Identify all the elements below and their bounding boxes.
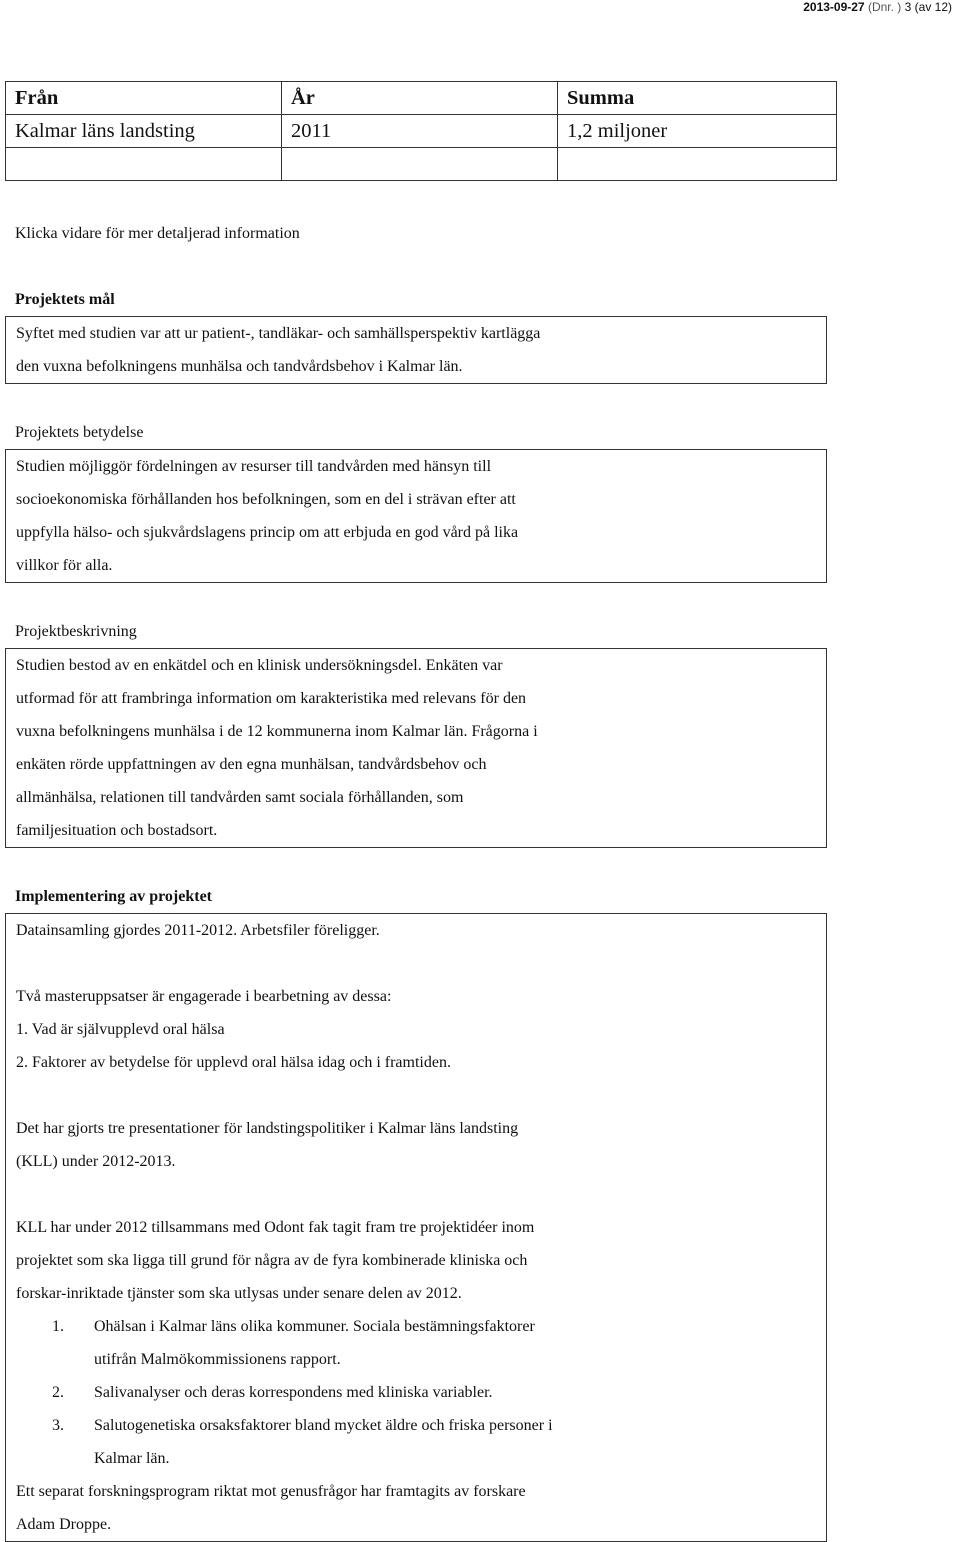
goal-text-line: Syftet med studien var att ur patient-, tandläkar- och samhällsperspektiv kartlägga: [16, 325, 541, 342]
description-text-line: allmänhälsa, relationen till tandvården samt sociala förhållanden, som: [16, 789, 464, 806]
list-item-text-line: Ohälsan i Kalmar läns olika kommuner. Sociala bestämningsfaktorer: [94, 1318, 535, 1335]
cell-year: [282, 148, 558, 181]
implementation-text-line: (KLL) under 2012-2013.: [16, 1153, 176, 1170]
goal-section: [5, 283, 827, 384]
description-heading: Projektbeskrivning: [15, 623, 137, 640]
cell-from: Kalmar läns landsting: [6, 115, 282, 148]
list-item-text-line: Kalmar län.: [94, 1450, 170, 1467]
cell-sum: 1,2 miljoner: [558, 115, 837, 148]
column-header-sum: Summa: [558, 82, 837, 115]
more-info-link[interactable]: Klicka vidare för mer detaljerad information: [15, 225, 300, 242]
goal-heading: Projektets mål: [15, 291, 115, 308]
table-row: [6, 115, 837, 148]
list-item: [52, 1409, 816, 1475]
significance-text-line: Studien möjliggör fördelningen av resurser till tandvården med hänsyn till: [16, 458, 492, 475]
list-item-number: 2.: [52, 1384, 64, 1401]
goal-text-line: den vuxna befolkningens munhälsa och tandvårdsbehov i Kalmar län.: [16, 358, 463, 375]
implementation-heading: Implementering av projektet: [15, 888, 212, 905]
implementation-text-line: Ett separat forskningsprogram riktat mot genusfrågor har framtagits av forskare: [16, 1483, 526, 1500]
column-header-from: Från: [6, 82, 282, 115]
implementation-text-line: Det har gjorts tre presentationer för landstingspolitiker i Kalmar läns landsting: [16, 1120, 519, 1137]
list-item: [52, 1376, 816, 1409]
significance-heading: Projektets betydelse: [15, 424, 144, 441]
implementation-box: [5, 913, 827, 1542]
significance-text-line: socioekonomiska förhållanden hos befolkningen, som en del i strävan efter att: [16, 491, 516, 508]
table-row: [6, 148, 837, 181]
page-header: [803, 0, 952, 14]
list-item-text-line: utifrån Malmökommissionens rapport.: [94, 1351, 341, 1368]
implementation-section: [5, 880, 827, 1542]
cell-from: [6, 148, 282, 181]
document-date: 2013-09-27: [803, 0, 865, 14]
implementation-text-line: Två masteruppsatser är engagerade i bearbetning av dessa:: [16, 988, 392, 1005]
goal-box: [5, 316, 827, 384]
page-number: 3 (av 12): [904, 0, 952, 14]
implementation-text-line: 2. Faktorer av betydelse för upplevd oral hälsa idag och i framtiden.: [16, 1054, 451, 1071]
significance-box: [5, 449, 827, 583]
list-item-text-line: Salivanalyser och deras korrespondens med kliniska variabler.: [94, 1384, 493, 1401]
cell-sum: [558, 148, 837, 181]
implementation-text-line: forskar-inriktade tjänster som ska utlysas under senare delen av 2012.: [16, 1285, 462, 1302]
list-item-number: 1.: [52, 1318, 64, 1335]
description-text-line: enkäten rörde uppfattningen av den egna munhälsan, tandvårdsbehov och: [16, 756, 487, 773]
significance-section: [5, 416, 827, 583]
description-text-line: vuxna befolkningens munhälsa i de 12 kommunerna inom Kalmar län. Frågorna i: [16, 723, 538, 740]
description-box: [5, 648, 827, 848]
list-item-text-line: Salutogenetiska orsaksfaktorer bland mycket äldre och friska personer i: [94, 1417, 553, 1434]
project-ideas-list: [16, 1310, 816, 1475]
funding-table: [5, 81, 837, 181]
significance-text-line: villkor för alla.: [16, 557, 113, 574]
description-section: [5, 615, 827, 848]
description-text-line: utformad för att frambringa information om karakteristika med relevans för den: [16, 690, 527, 707]
implementation-text-line: 1. Vad är självupplevd oral hälsa: [16, 1021, 225, 1038]
cell-year: 2011: [282, 115, 558, 148]
list-item: [52, 1310, 816, 1376]
description-text-line: familjesituation och bostadsort.: [16, 822, 218, 839]
implementation-text-line: projektet som ska ligga till grund för några av de fyra kombinerade kliniska och: [16, 1252, 528, 1269]
description-text-line: Studien bestod av en enkätdel och en klinisk undersökningsdel. Enkäten var: [16, 657, 503, 674]
reference-number: (Dnr. ): [867, 0, 902, 14]
list-item-number: 3.: [52, 1417, 64, 1434]
implementation-paragraph: Datainsamling gjordes 2011-2012. Arbetsfiler föreligger.: [16, 922, 380, 939]
column-header-year: År: [282, 82, 558, 115]
significance-text-line: uppfylla hälso- och sjukvårdslagens princip om att erbjuda en god vård på lika: [16, 524, 519, 541]
implementation-text-line: KLL har under 2012 tillsammans med Odont fak tagit fram tre projektidéer inom: [16, 1219, 535, 1236]
implementation-text-line: Adam Droppe.: [16, 1516, 112, 1533]
table-header-row: [6, 82, 837, 115]
